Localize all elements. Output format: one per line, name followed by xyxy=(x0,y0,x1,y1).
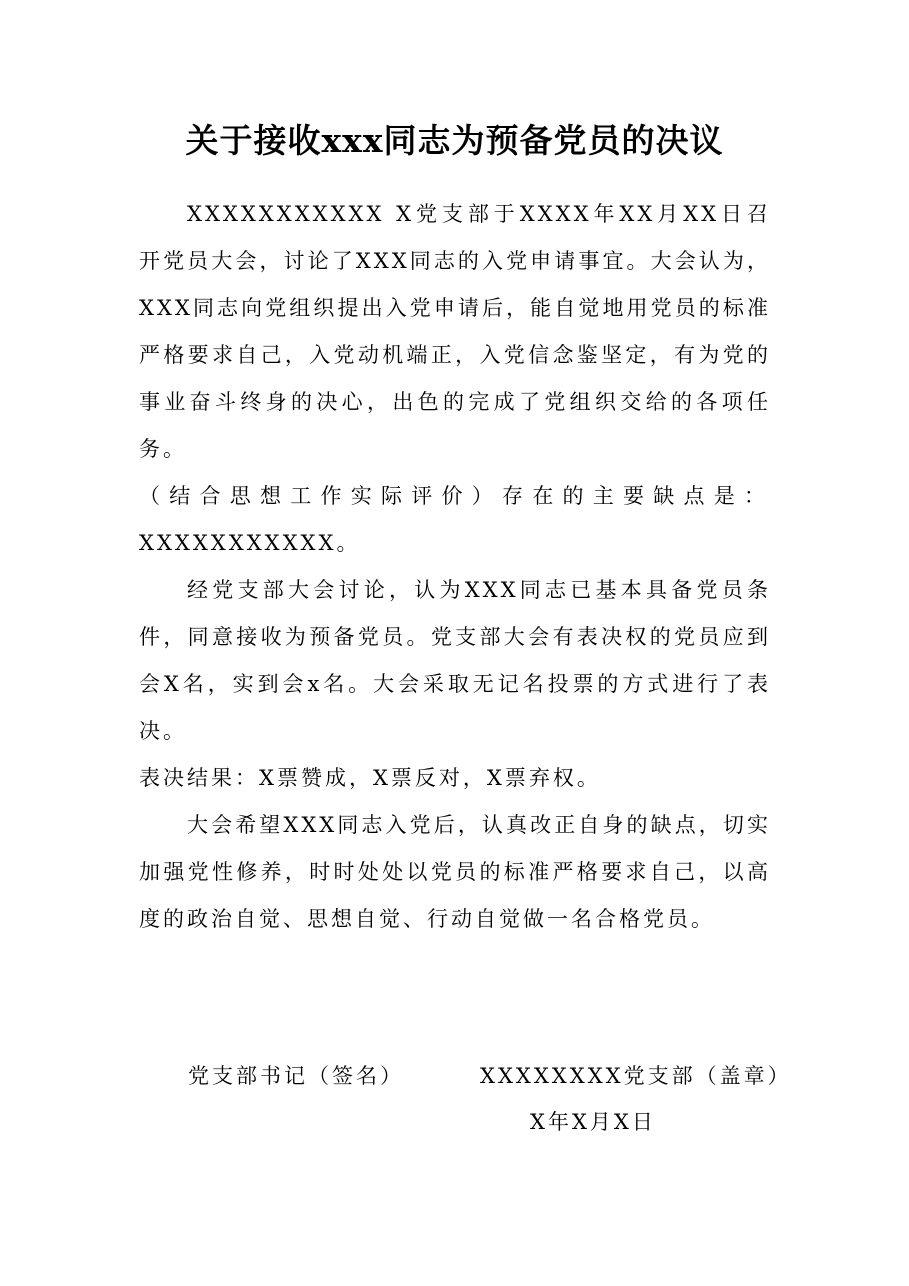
document-date: X年X月X日 xyxy=(530,1110,656,1134)
paragraph-vote-result: 表决结果：X票赞成，X票反对，X票弃权。 xyxy=(139,766,601,790)
paragraph-decision: 经党支部大会讨论，认为XXX同志已基本具备党员条件，同意接收为预备党员。党支部大会有表决权的党员应到会X名，实到会x名。大会采取无记名投票的方式进行了表决。 xyxy=(139,578,771,743)
branch-seal-label: XXXXXXXX党支部（盖章） xyxy=(480,1064,792,1088)
paragraph-expectation: 大会希望XXX同志入党后，认真改正自身的缺点，切实加强党性修养，时时处处以党员的标准严格要求自己，以高度的政治自觉、思想自觉、行动自觉做一名合格党员。 xyxy=(139,813,771,931)
paragraph-shortcomings-value: XXXXXXXXXXX。 xyxy=(139,531,361,555)
signature-row xyxy=(0,1053,909,1100)
paragraph-evaluation-line: （结合思想工作实际评价）存在的主要缺点是： xyxy=(139,484,771,508)
paragraph-meeting-summary: XXXXXXXXXXX X党支部于XXXX年XX月XX日召开党员大会，讨论了XXX同志的入党申请事宜。大会认为，XXX同志向党组织提出入党申请后，能自觉地用党员的标准严格要求自己，入党动机端正，入党信念鉴坚定，有为党的事业奋斗终身的决心，出色的完成了党组织交给的各项任务。 xyxy=(139,202,771,461)
document-body xyxy=(139,191,771,943)
document-title: 关于接收xxx同志为预备党员的决议 xyxy=(185,121,724,160)
secretary-signature-label: 党支部书记（签名） xyxy=(188,1064,404,1088)
